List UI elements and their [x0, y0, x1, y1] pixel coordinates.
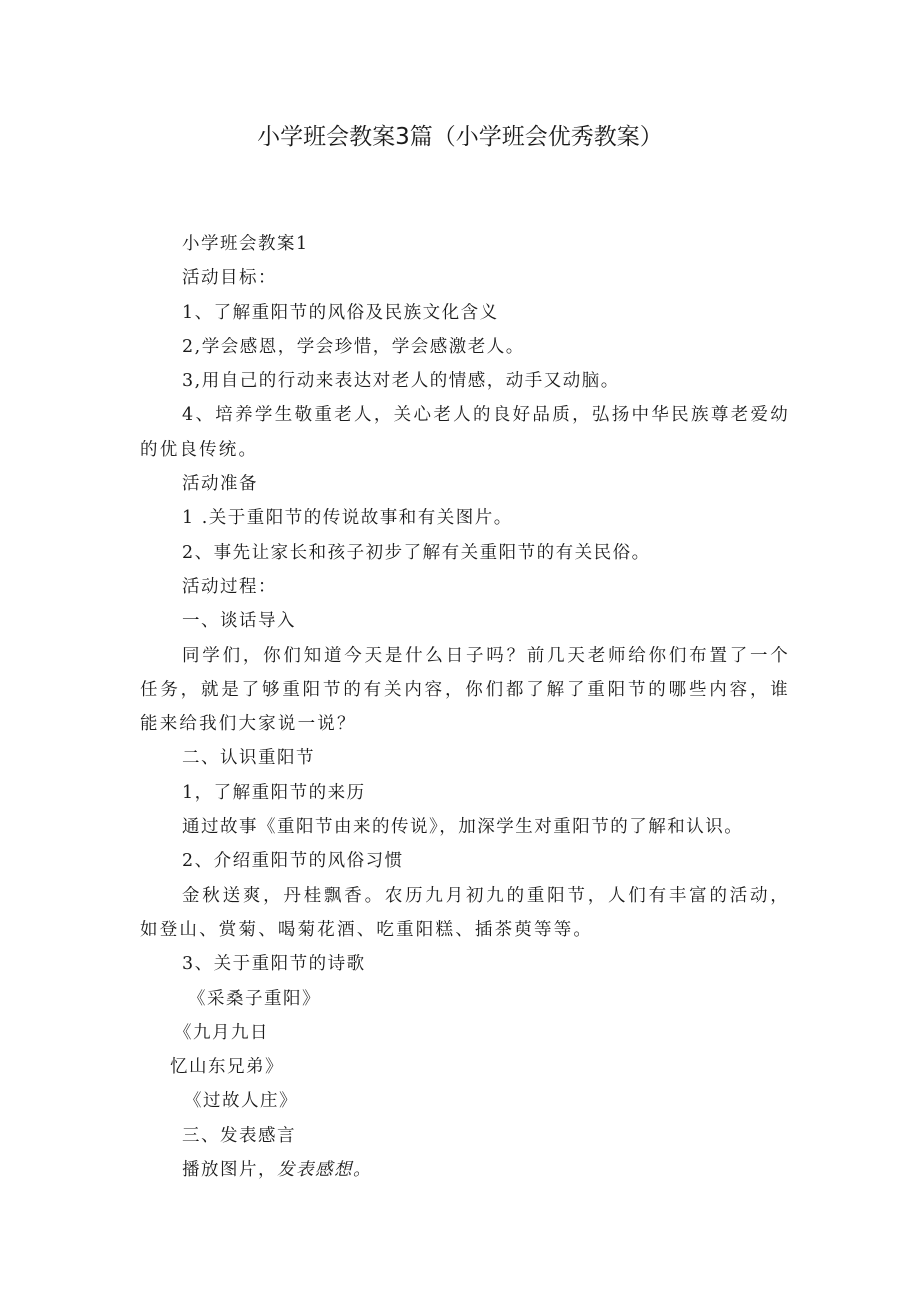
poem-title: 《采桑子重阳》 — [188, 988, 321, 1009]
poem-title: 忆山东兄弟》 — [170, 1057, 284, 1078]
document-body — [140, 227, 790, 1187]
section-heading: 一、谈话导入 — [182, 611, 296, 632]
section-heading: 二、认识重阳节 — [182, 748, 315, 769]
list-item: 3,用自己的行动来表达对老人的情感，动手又动脑。 — [182, 371, 620, 392]
list-item: 3、关于重阳节的诗歌 — [182, 954, 366, 975]
paragraph: 活动准备 — [182, 474, 258, 495]
paragraph: 同学们，你们知道今天是什么日子吗？前几天老师给你们布置了一个任务，就是了够重阳节的有关内容，你们都了解了重阳节的哪些内容，谁能来给我们大家说一说？ — [140, 645, 790, 735]
list-item: 2,学会感恩，学会珍惜，学会感激老人。 — [182, 336, 525, 357]
section-heading: 三、发表感言 — [182, 1125, 296, 1146]
paragraph — [140, 1153, 790, 1187]
poem-title: 《过故人庄》 — [184, 1091, 298, 1112]
list-item: 2、介绍重阳节的风俗习惯 — [182, 851, 404, 872]
paragraph-text-italic: 发表感想。 — [277, 1160, 372, 1181]
list-item: 1 .关于重阳节的传说故事和有关图片。 — [182, 508, 513, 529]
list-item: 2、事先让家长和孩子初步了解有关重阳节的有关民俗。 — [182, 542, 651, 563]
paragraph: 通过故事《重阳节由来的传说》，加深学生对重阳节的了解和认识。 — [182, 817, 744, 838]
section-heading: 小学班会教案1 — [182, 234, 309, 254]
paragraph-text: 播放图片， — [182, 1160, 277, 1181]
list-item: 4、培养学生敬重老人，关心老人的良好品质，弘扬中华民族尊老爱幼的优良传统。 — [140, 405, 790, 460]
document-title: 小学班会教案3篇（小学班会优秀教案） — [257, 124, 663, 150]
poem-title: 《九月九日 — [174, 1022, 269, 1043]
paragraph: 活动过程： — [182, 576, 277, 597]
paragraph: 金秋送爽，丹桂飘香。农历九月初九的重阳节，人们有丰富的活动，如登山、赏菊、喝菊花酒、吃重阳糕、插茶萸等等。 — [140, 885, 790, 940]
list-item: 1，了解重阳节的来历 — [182, 782, 366, 803]
list-item: 1、了解重阳节的风俗及民族文化含义 — [182, 302, 499, 323]
paragraph: 活动目标： — [182, 268, 277, 289]
